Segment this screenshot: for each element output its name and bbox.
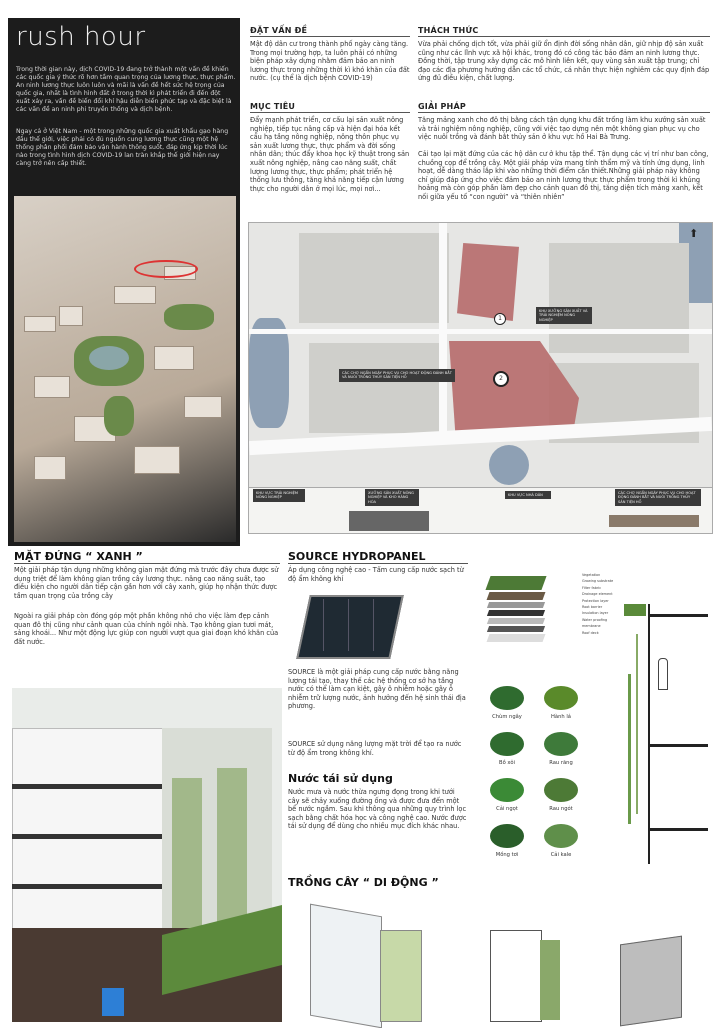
vegetable-label: Rau ngót [549,806,573,812]
vegetables-grid [482,680,612,870]
green-roof-layer-labels [582,572,622,636]
map-label-trai-nghiem: KHU VỰC TRẢI NGHIỆM NÔNG NGHIỆP [253,489,305,502]
muc-tieu-body: Đẩy mạnh phát triển, cơ cấu lại sản xuất nông nghiệp, tiếp tục nâng cấp và hiện đại hóa kết cấu hạ tầng nông nghiệp, nông thôn phục vụ sản xuất lương thực, thực phẩm và đời sống nhân dân; thúc đẩy khoa học kỹ thuật trong sản xuất nông nghiệp, nâng cao năng suất, chất lượng lương thực, thực phẩm; phát triển hệ thống lưu thông, tăng khả năng tiếp cận lương thực cho người dân ở mọi lúc, mọi nơi... [250,116,410,193]
layer-label: Vegetation [582,573,601,577]
layer-label: Protection layer [582,598,609,603]
layer-label: Drainage element [582,592,613,597]
map-label-cho-1: CÁC CHỢ NGẮN NGÀY PHỤC VỤ CHO HOẠT ĐỘNG ĐÁNH BẮT VÀ NUÔI TRỒNG THỦY SẢN TIỆN HỒ [339,369,455,382]
vegetable-label: Mồng tơi [495,852,519,858]
site-plan-map [248,222,713,534]
layer-label: Filter fabric [582,585,602,590]
vegetable-label: Chùm ngây [492,714,522,720]
giai-phap-paragraph-1: Tăng mảng xanh cho đô thị bằng cách tận dụng khu đất trống làm khu xưởng sản xuất và trải nghiệm nông nghiệp, cũng với việc tạo dựng nên một không gian phục vụ cho việc nuôi trồng và đánh bắt thủy sản ở khu vực hồ Hai Bà Trưng. [418,116,706,142]
vegetable-label: Cải ngọt [496,806,518,812]
source-intro: Áp dụng công nghệ cao - Tấm cung cấp nước sạch từ độ ẩm không khí [288,566,464,583]
nuoc-tai-su-dung-heading: Nước tái sử dụng [288,772,393,785]
mat-dung-paragraph-2: Ngoài ra giải pháp còn đóng góp một phần không nhỏ cho việc làm đẹp cảnh quan đô thị cũng như cảnh quan của chính ngôi nhà. Tạo không gian tươi mát, sảng khoái... Như một động lực giúp con người vượt qua giai đoạn khó khăn của đất nước. [14,612,279,646]
north-arrow-icon: ⬆ [689,227,699,240]
poster-title: rush hour [16,22,146,52]
thach-thuc-body: Vừa phải chống dịch tốt, vừa phải giữ ổn định đời sống nhân dân, giữ nhịp độ sản xuất cũng như các lĩnh vực xã hội khác, trong đó có công tác bảo đảm an ninh lương thực. Đồng thời, tập trung xây dựng các mô hình liên kết, quy vùng sản xuất tập trung; chỉ đạo các địa phương hướng dẫn các tổ chức, cá nhân thực hiện nghiêm các quy định đáp ứng đủ điều kiện, chất lượng. [418,40,710,83]
nuoc-tai-su-dung-body: Nước mưa và nước thừa ngưng đọng trong khi tưới cây sẽ chảy xuống đường ống và được đưa đến một bể nước ngầm. Sau khi thông qua những quy trình lọc sạch bằng chất hóa học và công nghệ cao. Nước được tái sử dụng để dùng cho nhiều mục đích khác nhau. [288,788,467,831]
intro-paragraph-1: Trong thời gian này, dịch COVID-19 đang trở thành một vấn đề khiến các quốc gia ý thức rõ hơn tầm quan trọng của lương thực, thực phẩm. An ninh lương thực luôn luôn và mãi là vấn đề hết sức hệ trọng của quốc gia, nhất là tình hình đất ở trong thời kì phát triển đi đến đột xuất xảy ra, vấn đề biến đổi khí hậu diễn biến phức tạp và đặc biệt là các vấn đề an ninh phi truyền thống và dịch bệnh. [16,66,236,113]
giai-phap-heading: GIẢI PHÁP [418,102,710,113]
mat-dung-heading: MẶT ĐỨNG “ XANH ” [14,550,280,564]
aerial-render-image [14,196,236,542]
giai-phap-paragraph-2: Cải tạo lại mặt đứng của các hộ dân cư ở khu tập thể. Tận dụng các vị trí như ban công, chuồng cọp để trồng cây. Một giải pháp vừa mang tính thẩm mỹ và tính ứng dụng, linh hoạt, dễ dàng tháo lắp khi vào những thời điểm cần thiết.Những giải pháp này không chỉ giúp đáp ứng cho việc đảm bảo an ninh lương thực thực phẩm trong thời kì khủng hoảng mà còn góp phần làm đẹp cho cảnh quan đô thị, tăng diện tích mảng xanh, kết nối giữa yếu tố “con người” và “thiên nhiên” [418,150,709,201]
muc-tieu-heading: MỤC TIÊU [250,102,410,113]
dat-van-de-heading: ĐẶT VẤN ĐỀ [250,26,410,37]
thach-thuc-heading: THÁCH THỨC [418,26,710,37]
green-roof-layers-diagram [488,576,548,656]
mobile-planter-drawings [300,900,710,1022]
map-label-xuong: KHU XƯỞNG SẢN XUẤT VÀ TRẢI NGHIỆM NÔNG NGHIỆP [536,307,592,324]
layer-label: Water proofing membrane [582,617,608,629]
intro-paragraph-2: Ngay cả ở Việt Nam - một trong những quốc gia xuất khẩu gạo hàng đầu thế giới, việc phải có đủ nguồn cung lương thực cũng một hệ thống phân phối đảm bảo vận hành thông suốt, đáp ứng kịp thời lúc nào trong tình hình dịch COVID-19 lan tràn khắp thế giới hiện nay càng trở nên cấp thiết. [16,128,229,167]
vegetable-label: Bồ xôi [499,760,515,766]
source-paragraph-1: SOURCE là một giải pháp cung cấp nước bằng năng lượng tái tạo, thay thế các hệ thống cơ sở hạ tầng nước có thể làm cạn kiệt, gây ô nhiễm hoặc gây ô nhiễm trữ lượng nước, ảnh hưởng đến hệ sinh thái địa phương. [288,668,466,711]
layer-label: Roof deck [582,630,599,635]
trong-cay-heading: TRỒNG CÂY “ DI ĐỘNG ” [288,876,439,889]
dat-van-de-body: Mật độ dân cư trong thành phố ngày càng tăng. Trong mọi trường hợp, ta luôn phải có những biện pháp xây dựng nhằm đảm bảo an ninh lương thực trong những thời kì khó khăn của đất nước. (cụ thể là dịch bệnh COVID-19) [250,40,410,83]
map-label-kho-hang: XƯỞNG SẢN XUẤT NÔNG NGHIỆP VÀ KHO HÀNG HÓA [365,489,419,506]
vegetable-label: Hành lá [551,714,571,720]
vegetable-label: Rau răng [549,760,573,766]
map-marker-2: 2 [493,371,509,387]
map-label-nha-dan: KHU VỰC NHÀ DÂN [505,491,551,499]
layer-label: Root barrier [582,605,603,610]
vegetable-label: Cải kale [550,852,572,858]
source-heading: SOURCE HYDROPANEL [288,550,468,564]
facade-section-drawing [618,574,712,874]
source-paragraph-2: SOURCE sử dụng năng lượng mặt trời để tạo ra nước từ độ ẩm trong không khí. [288,740,462,757]
layer-label: Growing substrate [582,579,614,584]
green-facade-render [12,688,282,1022]
map-label-cho-2: CÁC CHỢ NGẮN NGÀY PHỤC VỤ CHO HOẠT ĐỘNG ĐÁNH BẮT VÀ NUÔI TRỒNG THỦY SẢN TIỆN HỒ [615,489,701,506]
map-marker-1: 1 [494,313,506,325]
hydropanel-diagram [293,585,415,667]
layer-label: Insulation layer [582,611,609,616]
mat-dung-paragraph-1: Một giải pháp tận dụng những không gian mặt đứng mà trước đây chưa được sử dụng triệt để làm không gian trồng cây lương thực. nâng cao năng suất, tạo điều kiện cho người dân tiếp cận gần hơn với cây xanh, giúp họ nhận thức được tầm quan trọng của trồng cây [14,566,279,600]
